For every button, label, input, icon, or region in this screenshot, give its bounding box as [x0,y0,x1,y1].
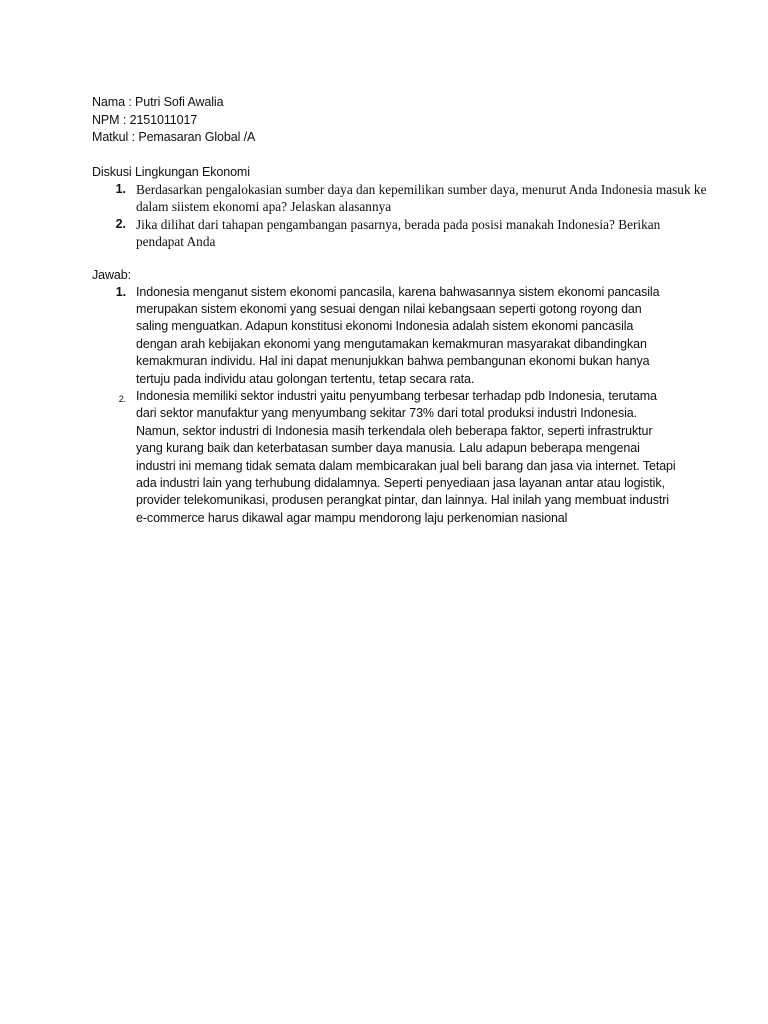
question-number: 2. [115,216,126,231]
answer-text: Indonesia memiliki sektor industri yaitu penyumbang terbesar terhadap pdb Indonesia, terutama dari sektor manufaktur yang menyumbang sekitar 73% dari total produksi industri Indonesia. Namun, sektor industri di Indonesia masih terkendala oleh beberapa faktor, seperti infrastruktur yang kurang baik dan keterbatasan sumber daya manusia. Lalu adapun beberapa mengenai industri ini memang tidak semata dalam membicarakan jual beli barang dan jasa via internet. Tetapi ada industri lain yang terhubung didalamnya. Seperti penyediaan jasa layanan antar atau logistik, provider telekomunikasi, produsen perangkat pintar, dan lainnya. Hal inilah yang membuat industri e-commerce harus dikawal agar mampu mendorong laju perkenomian nasional [136,388,676,525]
student-npm: NPM : 2151011017 [92,112,198,127]
answer-item [92,388,708,527]
question-text: Berdasarkan pengalokasian sumber daya dan kepemilikan sumber daya, menurut Anda Indonesia masuk ke dalam siistem ekonomi apa? Jelaskan alasannya [136,181,707,214]
answer-text: Indonesia menganut sistem ekonomi pancasila, karena bahwasannya sistem ekonomi pancasila merupakan sistem ekonomi yang sesuai dengan nilai kebangsaan seperti gotong royong dan saling menguatkan. Adapun konstitusi ekonomi Indonesia adalah sistem ekonomi pancasila dengan arah kebijakan ekonomi yang mengutamakan kemakmuran masyarakat dibandingkan kemakmuran individu. Hal ini dapat menunjukkan bahwa pembangunan ekonomi bukan hanya tertuju pada individu atau golongan tertentu, tetap secara rata. [136,284,660,386]
question-number: 1. [115,181,126,196]
answer-label: Jawab: [92,267,132,282]
question-item [92,216,708,250]
answer-list [92,284,708,528]
question-item [92,181,708,215]
answer-number: 1. [115,284,126,299]
question-text: Jika dilihat dari tahapan pengambangan pasarnya, berada pada posisi manakah Indonesia? Berikan pendapat Anda [136,216,661,249]
student-name: Nama : Putri Sofi Awalia [92,95,224,109]
answer-item [92,284,708,388]
course-name: Matkul : Pemasaran Global /A [92,130,256,144]
answer-number: 2. [118,393,126,404]
section-title: Diskusi Lingkungan Ekonomi [92,164,250,179]
question-list [92,181,708,250]
